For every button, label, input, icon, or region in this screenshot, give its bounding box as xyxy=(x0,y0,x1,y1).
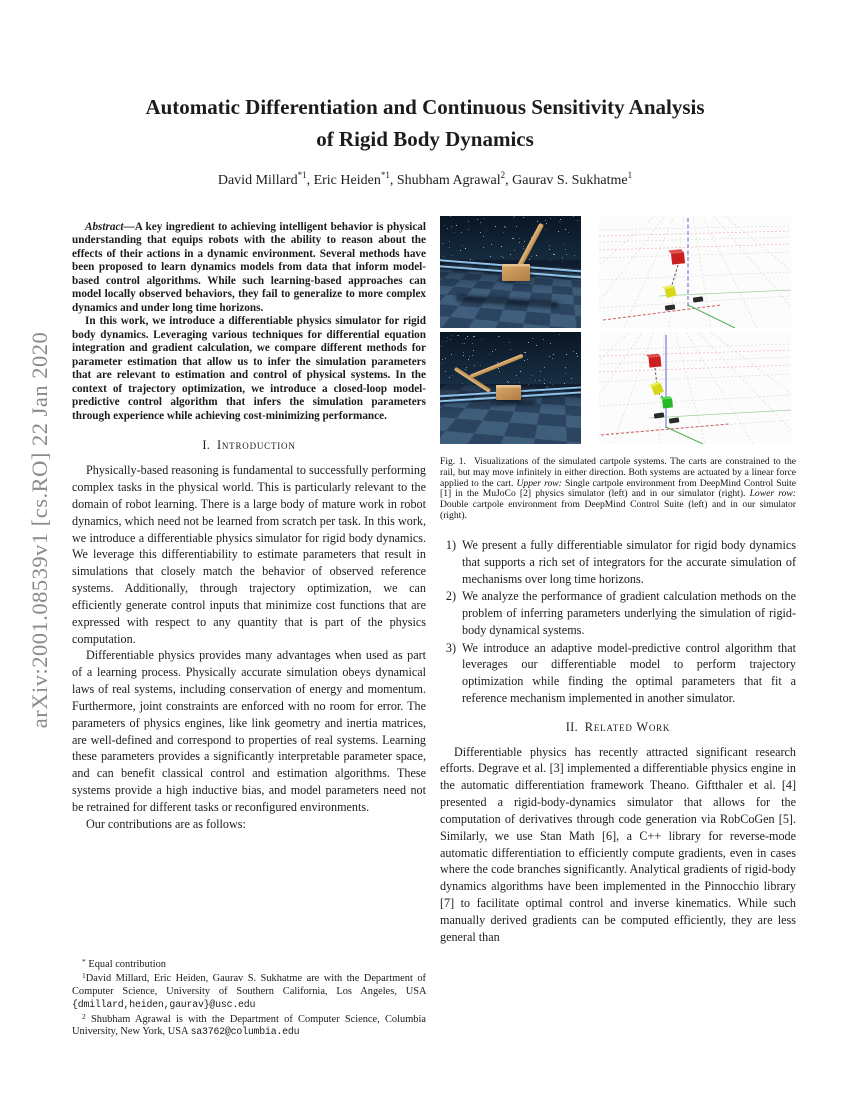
contributions-list xyxy=(440,537,796,707)
green-cube xyxy=(660,396,673,408)
figure-panel-our-sim-double-cartpole xyxy=(599,332,791,444)
right-column xyxy=(440,216,796,946)
abstract-paragraph-2: In this work, we introduce a differentiable physics simulator for rigid body dynamics. Leveraging various techniques for differential equation integration and gradient calculation, we compare different methods for parameter estimation that allow us to infer the simulation parameters that are relevant to estimation and control of physical systems. In the context of trajectory optimization, we introduce a closed-loop model-predictive control algorithm that infers the simulation parameters through experience while achieving cost-minimizing performance. xyxy=(72,315,426,422)
author: Eric Heiden$^{*1}$, xyxy=(313,170,397,188)
intro-paragraph-1: Physically-based reasoning is fundamental to successfully performing complex tasks in the physical world. This is particularly relevant to the domain of robot learning. There is a large body of mature work in robot dynamics, which need not be learned from scratch per task. In this work, we introduce a differentiable physics simulator for rigid body dynamics. We leverage this differentiability to estimate parameters that result in simulations that closely match the behavior of observed reference systems. Additionally, through trajectory optimization, we can efficiently generate control inputs that minimize cost functions that are expressed with respect to any quantity that is part of the physics computation. xyxy=(72,463,426,646)
red-cube xyxy=(668,249,685,265)
list-item: 2) We analyze the performance of gradient calculation methods on the problem of inferring parameters underlying the simulation of rigid-body dynamical systems. xyxy=(445,589,796,637)
pole-link-2 xyxy=(469,354,523,379)
sim-render-single xyxy=(599,216,791,328)
cart xyxy=(502,264,530,281)
figure-1 xyxy=(440,216,796,444)
cart xyxy=(496,385,521,400)
author: Gaurav S. Sukhatme$^1$ xyxy=(512,170,633,188)
red-cube xyxy=(646,353,661,367)
figure-panel-mujoco-double-cartpole xyxy=(440,332,581,444)
left-column xyxy=(72,221,426,1039)
email-usc: {dmillard,heiden,gaurav}@usc.edu xyxy=(72,998,256,1010)
list-item: 1) We present a fully differentiable simulator for rigid body dynamics that supports a rich set of integrators for the accurate simulation of mechanisms over long time horizons. xyxy=(445,537,796,586)
page-title: Automatic Differentiation and Continuous Sensitivity Analysis of Rigid Body Dynamics xyxy=(145,95,705,151)
starfield xyxy=(440,332,441,333)
figure-panel-our-sim-single-cartpole xyxy=(599,216,791,328)
email-columbia: sa3762@columbia.edu xyxy=(190,1026,300,1038)
abstract xyxy=(72,221,426,423)
footnote-affiliation-1: $^1$David Millard, Eric Heiden, Gaurav S. Sukhatme are with the Department of Computer Science, University of Southern California, Los Angeles, USA {dmillard,heiden,gaurav}@usc.edu xyxy=(72,971,426,1010)
section-heading-introduction: I. Introduction xyxy=(202,438,296,453)
section-heading-related-work: II. Related Work xyxy=(565,719,671,734)
author: Shubham Agrawal$^2$, xyxy=(396,170,513,188)
authors-line xyxy=(90,170,760,189)
figure-panel-mujoco-single-cartpole xyxy=(440,216,581,328)
sim-render-double xyxy=(599,332,791,444)
base-markers xyxy=(665,296,704,310)
list-item: 3) We introduce an adaptive model-predictive control algorithm that leverages our differentiable model to perform trajectory optimization while finding the optimal parameters that fit a reference mechanism implemented in another simulator. xyxy=(445,640,796,705)
arxiv-banner: arXiv:2001.08539v1 [cs.RO] 22 Jan 2020 xyxy=(27,331,52,729)
intro-paragraph-2: Differentiable physics provides many advantages when used as part of a learning process. Physically accurate simulation obeys dynamical laws of real systems, including conservation of energy and momentum. Furthermore, joint constraints are enforced with no room for error. The parameters of physics engines, like link geometry and inertia matrices, are well-defined and correspond to properties of real systems. Learning these parameters provides a significantly interpretable parameter space, and can benefit classical control and estimation algorithms. These systems provide a high inductive bias, and model parameters need not be retrained for different tasks or reconfigured environments. xyxy=(72,648,426,814)
abstract-paragraph-1: Abstract—A key ingredient to achieving intelligent behavior is physical understanding that equips robots with the ability to reason about the effects of their actions in a dynamic environment. Several methods have been proposed to learn dynamics models from data that inform model-based control algorithms. While such learning-based approaches can model locally observed behaviors, they fail to generalize to more complex dynamics and under long time horizons. xyxy=(72,221,426,314)
footnote-equal-contribution: * Equal contribution xyxy=(82,956,166,970)
abstract-label: Abstract xyxy=(85,221,124,233)
figure-caption-prefix: Fig. 1. xyxy=(440,456,466,467)
figure-caption: Fig. 1. Visualizations of the simulated cartpole systems. The carts are constrained to the rail, but may move infinitely in either direction. Both systems are actuated by a linear force applied to the cart. Upper row: Single cartpole environment from DeepMind Control Suite [1] in the MuJoCo [2] physics simulator (left) and in our simulator (right). Lower row: Double cartpole environment from DeepMind Control Suite (left) and in our simulator (right). xyxy=(440,456,796,522)
title-block xyxy=(90,92,760,155)
intro-paragraph-3: Our contributions are as follows: xyxy=(86,816,246,831)
footnote-affiliation-2: $^2$ Shubham Agrawal is with the Department of Computer Science, Columbia University, New York, USA sa3762@columbia.edu xyxy=(72,1011,426,1038)
author: David Millard$^{*1}$, xyxy=(217,170,314,188)
starfield xyxy=(440,216,441,217)
related-work-paragraph: Differentiable physics has recently attracted significant research efforts. Degrave et al. [3] implemented a differentiable physics engine in the automatic differentiation framework Theano. Giftthaler et al. [4] presented a rigid-body-dynamics simulator that allows for the computation of derivatives through code generation via RobCoGen [5]. Similarly, we use Stan Math [6], a C++ library for reverse-mode automatic differentiation to efficiently compute gradients, even in cases where the code branches significantly. Analytical gradients of rigid-body dynamics algorithms have been implemented in the Pinnocchio library [7] to facilitate optimal control and inverse kinematics. While such manually derived gradients can be computed efficiently, they are less general than xyxy=(440,744,796,944)
footnotes xyxy=(72,957,426,1039)
